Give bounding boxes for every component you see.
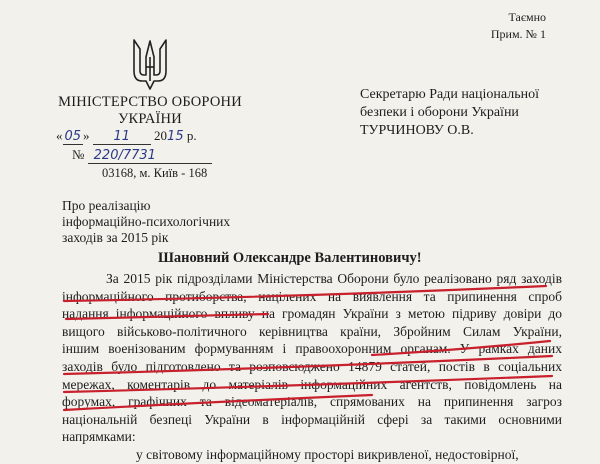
date-year-suffix: 15 [167, 129, 184, 144]
body-text [62, 270, 562, 464]
body-line: напрямками: [62, 429, 136, 445]
document-date [56, 128, 197, 145]
date-open-quote: « [56, 128, 63, 143]
body-line: іншим военізованим формуванням і правоохоронним органам. У рамках даних [62, 341, 562, 357]
body-line: надання інформаційного впливу на громадян України з метою підриву довіри до [62, 306, 562, 322]
date-month: 11 [93, 129, 151, 145]
body-line: заходів було підготовлено та розповсюджено 14879 статей, постів в соціальних [62, 358, 562, 374]
ministry-name [44, 94, 256, 128]
date-close-quote: » [83, 128, 90, 143]
body-line: форумах, графічних та відеоматеріалів, спрямованих на припинення загроз [62, 394, 562, 410]
ministry-line2: УКРАЇНИ [118, 111, 182, 127]
outgoing-number [72, 147, 212, 164]
body-line: інформаційного протиборства, націлених на виявлення та припинення спроб [62, 288, 562, 304]
subject-line1: Про реалізацію [62, 198, 151, 213]
body-line: у світовому інформаційному просторі викривленої, недостовірної, [136, 446, 519, 462]
body-line: вищого військово-політичного керівництва країни, Збройним Силам України, [62, 323, 562, 339]
date-day: 05 [64, 129, 82, 144]
copy-number-label: Прим. № 1 [490, 27, 546, 41]
recipient-block [360, 86, 539, 140]
subject-block [62, 198, 230, 246]
date-year-prefix: 20 [154, 128, 168, 143]
recipient-line2: безпеки і оборони України [360, 105, 519, 120]
subject-line2: інформаційно-психологічних [62, 214, 231, 229]
body-line: За 2015 рік підрозділами Міністерства Оборони було реалізовано ряд заходів [106, 271, 562, 286]
date-year-suffix-label: р. [186, 128, 197, 143]
trident-emblem-icon [130, 37, 170, 91]
ministry-line1: МІНІСТЕРСТВО ОБОРОНИ [58, 94, 242, 110]
number-sign: № [72, 147, 85, 162]
sender-address: 03168, м. Київ - 168 [102, 166, 208, 180]
recipient-line3: ТУРЧИНОВУ О.В. [360, 123, 474, 138]
classification-label: Таємно [508, 10, 546, 24]
recipient-line1: Секретарю Ради національної [360, 87, 539, 102]
salutation: Шановний Олександре Валентиновичу! [158, 250, 422, 266]
body-line: національній безпеці України в інформаційній сфері за такими основними [62, 411, 562, 427]
body-line: мережах, коментарів до матеріалів інформаційних агентств, повідомлень на [62, 376, 562, 392]
number-value: 220/7731 [88, 148, 212, 164]
subject-line3: заходів за 2015 рік [62, 230, 169, 245]
